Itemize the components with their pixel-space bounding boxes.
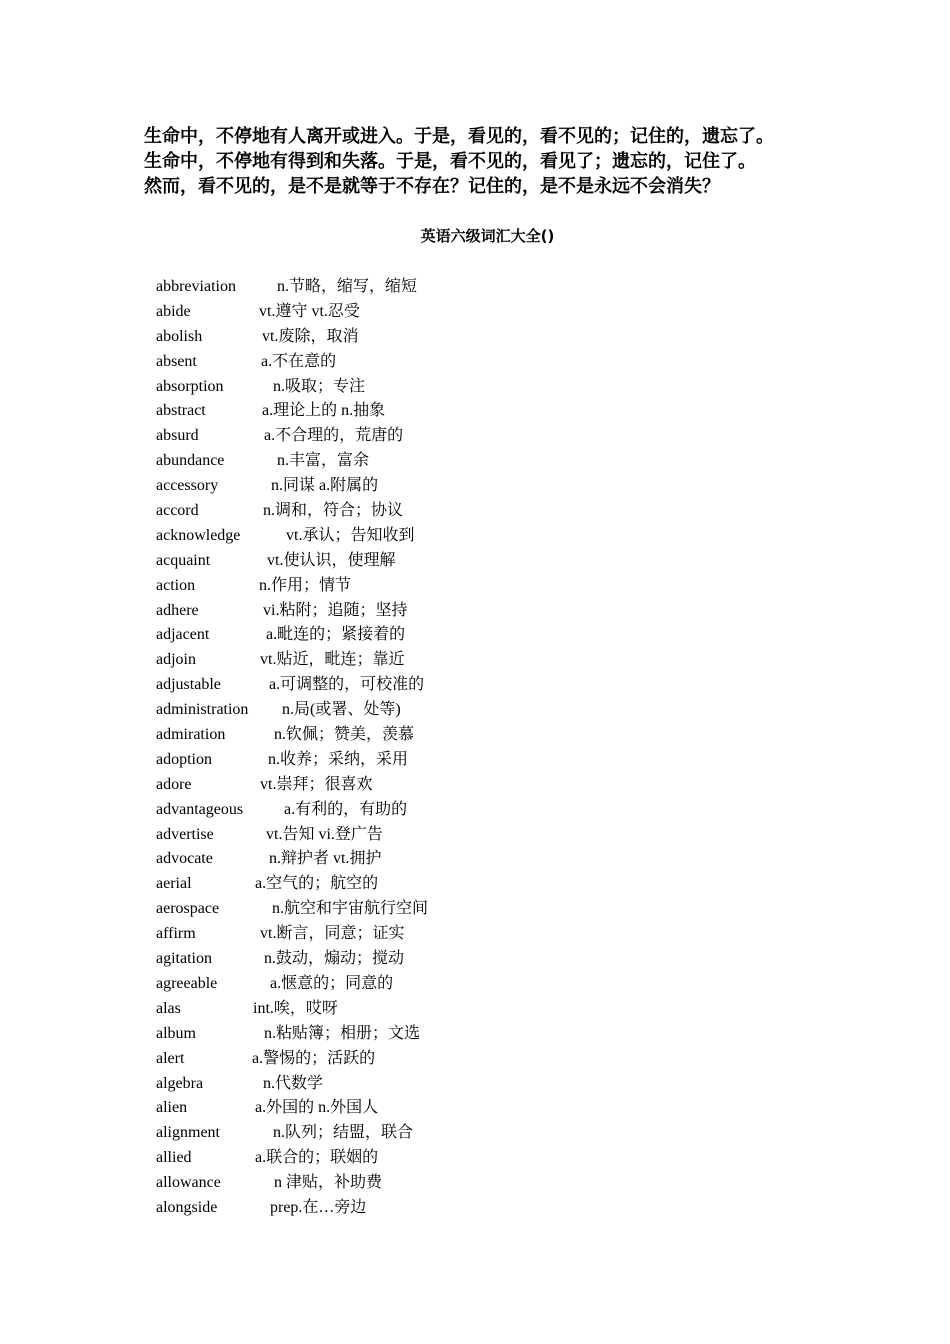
vocab-word: abide [156,302,191,320]
vocab-word: absurd [156,427,199,445]
vocab-definition: a.理论上的 n.抽象 [262,402,386,420]
vocab-word: admiration [156,726,226,744]
vocab-definition: vt.使认识，使理解 [267,551,396,569]
vocab-definition: n.辩护者 vt.拥护 [269,850,382,868]
vocab-word: absent [156,352,197,370]
vocab-definition: vt.告知 vi.登广告 [266,825,383,843]
intro-line: 生命中，不停地有得到和失落。于是，看不见的，看见了；遗忘的，记住了。 [144,151,756,172]
vocab-word: album [156,1024,196,1042]
vocab-word: abolish [156,327,203,345]
vocab-word: alongside [156,1198,218,1216]
vocab-definition: n.局(或署、处等) [282,701,401,719]
vocab-definition: a.外国的 n.外国人 [255,1099,379,1117]
vocab-word: acquaint [156,551,211,569]
vocab-definition: a.有利的，有助的 [284,800,408,818]
vocab-definition: vt.承认；告知收到 [286,526,415,544]
vocab-definition: n.调和，符合；协议 [263,502,404,520]
vocab-definition: n.代数学 [263,1074,324,1092]
vocab-word: adhere [156,601,199,619]
vocab-word: abbreviation [156,278,236,295]
vocab-word: agreeable [156,974,218,992]
vocab-definition: a.警惕的；活跃的 [252,1049,376,1067]
document-title: 英语六级词汇大全() [420,227,555,245]
vocab-word: abstract [156,402,206,420]
vocab-definition: vt.废除，取消 [262,327,359,345]
vocab-definition: a.联合的；联姻的 [255,1149,379,1167]
vocab-definition: vi.粘附；追随；坚持 [263,601,408,619]
vocab-word: alas [156,999,181,1017]
vocab-word: advertise [156,825,214,843]
vocab-definition: n.丰富，富余 [277,452,370,470]
vocab-word: advantageous [156,800,244,818]
vocab-definition: n.同谋 a.附属的 [271,477,379,495]
intro-line: 然而，看不见的，是不是就等于不存在？记住的，是不是永远不会消失？ [144,176,720,197]
vocab-word: allowance [156,1174,221,1192]
vocab-word: adore [156,775,192,793]
intro-line: 生命中，不停地有人离开或进入。于是，看见的，看不见的；记住的，遗忘了。 [144,126,774,147]
vocab-word: alert [156,1049,185,1067]
vocab-word: adjoin [156,651,196,669]
vocab-word: advocate [156,850,213,868]
vocab-word: administration [156,701,249,719]
vocab-definition: n.粘贴簿；相册；文选 [264,1024,421,1042]
vocab-definition: n.收养；采纳，采用 [268,750,409,768]
vocab-word: accord [156,502,199,520]
vocab-definition: a.惬意的；同意的 [270,974,394,992]
vocab-word: absorption [156,377,224,395]
vocab-word: algebra [156,1074,204,1092]
intro-paragraph [144,124,924,199]
vocab-definition: n.作用；情节 [259,576,352,594]
vocab-definition: a.不合理的，荒唐的 [264,427,404,445]
vocab-definition: a.不在意的 [261,352,337,370]
vocab-word: action [156,576,196,594]
vocab-word: aerial [156,875,192,893]
vocab-word: affirm [156,925,196,943]
vocab-definition: n.吸取；专注 [273,377,366,395]
vocab-word: agitation [156,950,212,968]
vocab-word: alignment [156,1124,220,1142]
vocab-word: accessory [156,477,219,495]
vocab-definition: a.可调整的，可校准的 [269,676,425,694]
vocab-word: aerospace [156,900,220,918]
vocab-word: adjacent [156,626,210,644]
vocab-definition: n.节略，缩写，缩短 [277,278,418,295]
vocab-definition: vt.崇拜；很喜欢 [260,775,373,793]
vocab-definition: n.队列；结盟，联合 [273,1124,414,1142]
vocab-definition: int.唉，哎呀 [253,999,338,1017]
vocab-definition: n.鼓动，煽动；搅动 [264,950,405,968]
vocab-definition: n 津贴，补助费 [274,1174,383,1192]
vocab-word: adjustable [156,676,221,694]
vocab-word: allied [156,1149,192,1167]
vocab-definition: vt.遵守 vt.忍受 [259,302,360,320]
vocab-definition: n.航空和宇宙航行空间 [272,900,429,918]
vocab-word: adoption [156,750,212,768]
vocab-definition: n.钦佩；赞美，羡慕 [274,726,415,744]
vocab-definition: a.毗连的；紧接着的 [266,626,406,644]
vocab-definition: a.空气的；航空的 [255,875,379,893]
vocab-definition: vt.贴近，毗连；靠近 [260,651,405,669]
vocab-word: acknowledge [156,526,241,544]
vocab-definition: prep.在…旁边 [270,1198,367,1216]
vocab-word: alien [156,1099,188,1117]
vocab-definition: vt.断言，同意；证实 [260,925,405,943]
vocab-word: abundance [156,452,225,470]
